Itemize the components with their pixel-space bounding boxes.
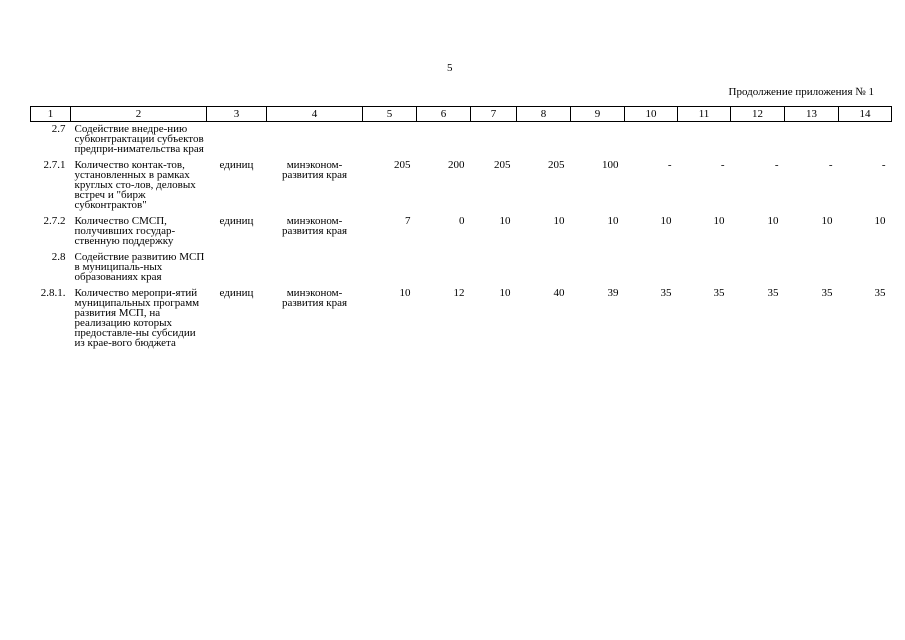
row-value — [417, 122, 471, 159]
row-value: 12 — [453, 287, 465, 299]
row-value: 0 — [459, 215, 465, 227]
indicators-table — [30, 106, 892, 352]
table-row — [31, 158, 892, 214]
column-header-10: 10 — [625, 107, 678, 122]
row-number: 2.7.2 — [43, 215, 66, 227]
row-value: - — [774, 159, 779, 171]
row-number: 2.8 — [51, 251, 66, 263]
row-value — [785, 250, 839, 286]
row-unit: единиц — [219, 159, 254, 171]
row-value — [839, 250, 892, 286]
row-value: 39 — [607, 287, 619, 299]
table-row — [31, 214, 892, 250]
column-header-2: 2 — [71, 107, 207, 122]
column-header-4: 4 — [267, 107, 363, 122]
row-value — [731, 122, 785, 159]
row-value: 35 — [821, 287, 833, 299]
row-name: Содействие развитию МСП в муниципаль-ных образованиях края — [74, 251, 205, 283]
row-value — [571, 250, 625, 286]
header-row — [31, 107, 892, 122]
row-value: 10 — [499, 287, 511, 299]
row-value — [625, 250, 678, 286]
row-name-cell — [71, 214, 207, 250]
row-value: - — [828, 159, 833, 171]
row-value — [571, 122, 625, 159]
row-value: 10 — [607, 215, 619, 227]
table-row — [31, 250, 892, 286]
row-value: 35 — [874, 287, 886, 299]
row-executor — [267, 122, 363, 159]
table-row — [31, 122, 892, 159]
row-name-cell — [71, 250, 207, 286]
column-header-3: 3 — [207, 107, 267, 122]
row-name: Содействие внедре-нию субконтрактации субъектов предпри-нимательства края — [74, 123, 204, 155]
column-header-6: 6 — [417, 107, 471, 122]
row-value — [471, 122, 517, 159]
column-header-5: 5 — [363, 107, 417, 122]
row-value — [417, 250, 471, 286]
row-name-cell — [71, 158, 207, 214]
row-value: 100 — [602, 159, 619, 171]
row-value — [625, 122, 678, 159]
column-header-7: 7 — [471, 107, 517, 122]
column-header-11: 11 — [678, 107, 731, 122]
row-unit — [207, 250, 267, 286]
row-value — [471, 250, 517, 286]
row-value: - — [667, 159, 672, 171]
column-header-12: 12 — [731, 107, 785, 122]
row-value: 35 — [767, 287, 779, 299]
row-executor — [267, 250, 363, 286]
row-value: 205 — [394, 159, 411, 171]
row-number: 2.7.1 — [43, 159, 66, 171]
row-value: 10 — [874, 215, 886, 227]
row-name-cell — [71, 122, 207, 159]
row-name: Количество меропри-ятий муниципальных программ развития МСП, на реализацию которых предоставле-ны субсидии из крае-вого бюджета — [74, 287, 200, 349]
column-header-8: 8 — [517, 107, 571, 122]
row-unit: единиц — [219, 287, 254, 299]
row-value: 10 — [553, 215, 565, 227]
page-number: 5 — [447, 62, 453, 74]
row-name: Количество контак-тов, установленных в рамках круглых сто-лов, деловых встреч и "бирж субконтрактов" — [74, 159, 196, 211]
row-executor: минэконом-развития края — [281, 287, 348, 309]
column-header-1: 1 — [31, 107, 71, 122]
row-value: 205 — [548, 159, 565, 171]
row-executor: минэконом-развития края — [281, 159, 348, 181]
row-value — [363, 122, 417, 159]
row-value — [517, 250, 571, 286]
column-header-13: 13 — [785, 107, 839, 122]
row-number: 2.8.1. — [40, 287, 66, 299]
row-value: - — [720, 159, 725, 171]
row-value — [785, 122, 839, 159]
row-value: 10 — [399, 287, 411, 299]
table-row — [31, 286, 892, 352]
row-executor: минэконом-развития края — [281, 215, 348, 237]
row-unit — [207, 122, 267, 159]
row-value: 40 — [553, 287, 565, 299]
row-value — [363, 250, 417, 286]
column-header-14: 14 — [839, 107, 892, 122]
table-body — [31, 122, 892, 353]
row-value — [678, 250, 731, 286]
continuation-label: Продолжение приложения № 1 — [728, 86, 874, 98]
row-value — [517, 122, 571, 159]
row-name-cell — [71, 286, 207, 352]
row-value: 10 — [660, 215, 672, 227]
row-value: 35 — [660, 287, 672, 299]
row-value: 200 — [448, 159, 465, 171]
row-value: 10 — [499, 215, 511, 227]
row-value: 7 — [405, 215, 411, 227]
row-value — [839, 122, 892, 159]
row-value: - — [881, 159, 886, 171]
row-value: 205 — [494, 159, 511, 171]
row-value: 10 — [821, 215, 833, 227]
row-unit: единиц — [219, 215, 254, 227]
row-value — [731, 250, 785, 286]
row-name: Количество СМСП, получивших государ-ственную поддержку — [74, 215, 176, 247]
row-number: 2.7 — [51, 123, 66, 135]
column-header-9: 9 — [571, 107, 625, 122]
row-value: 10 — [713, 215, 725, 227]
row-value: 35 — [713, 287, 725, 299]
row-value — [678, 122, 731, 159]
row-value: 10 — [767, 215, 779, 227]
